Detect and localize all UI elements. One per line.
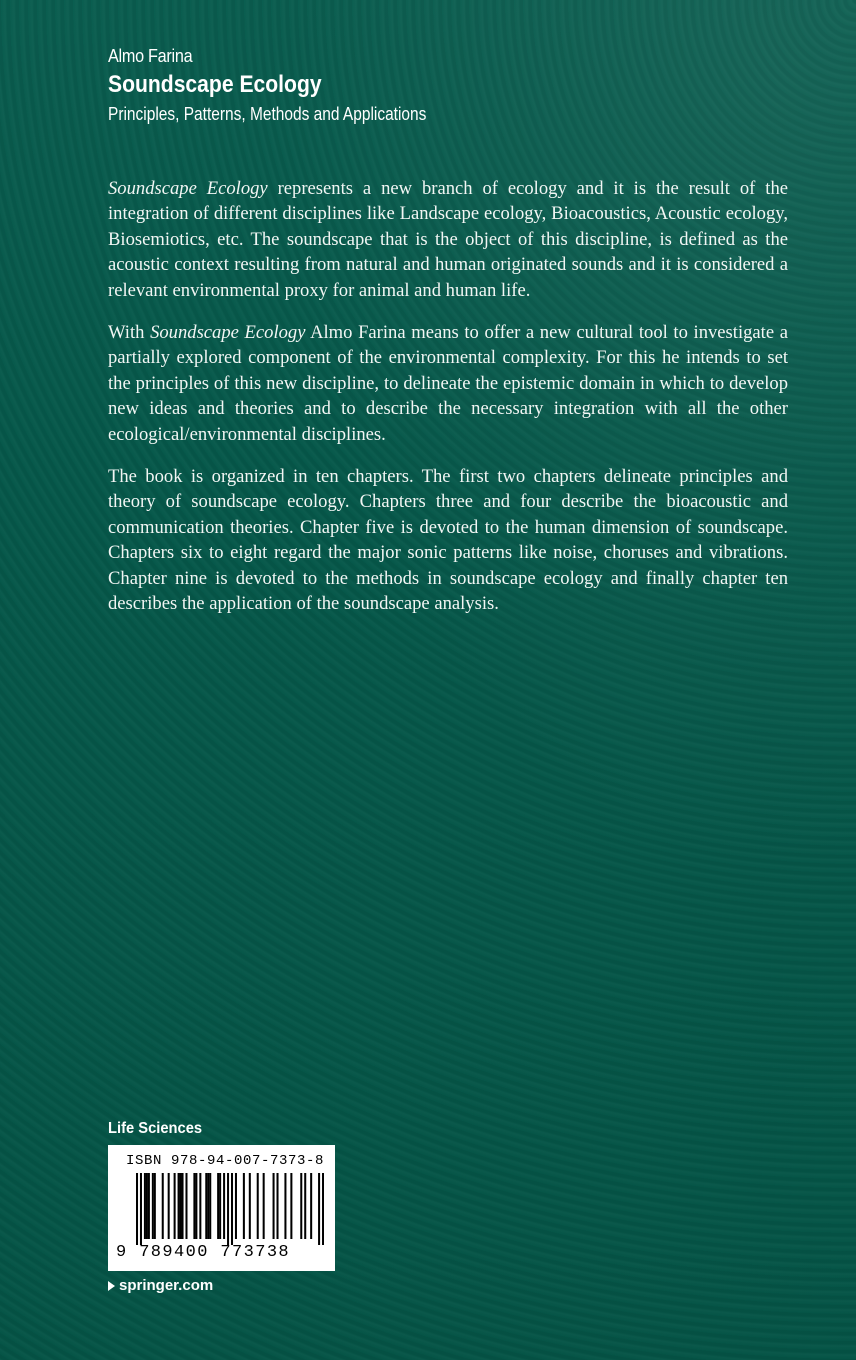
barcode-bar <box>231 1173 233 1245</box>
description <box>108 176 788 634</box>
barcode-bars <box>136 1173 324 1245</box>
barcode-bar <box>290 1173 292 1239</box>
barcode-bar <box>140 1173 142 1245</box>
paragraph-text: represents a new branch of ecology and it is the result of the integration of different disciplines like Landscape ecology, Bioacoustics, Acoustic ecology, Biosemiotics, etc. The soundscape that is the object of this discipline, is defined as the acoustic context resulting from natural and human originated sounds and it is considered a relevant environmental proxy for animal and human life. <box>108 178 789 301</box>
barcode-bar <box>300 1173 302 1239</box>
paragraph-text: Almo Farina means to offer a new cultural tool to investigate a partially explored component of the environmental complexity. For this he intends to set the principles of this new discipline, to delineate the epistemic domain in which to develop new ideas and theories and to describe the necessary integration with all the other ecological/environmental disciplines. <box>108 322 788 445</box>
barcode-digits: 9 789400 773738 <box>116 1243 291 1262</box>
barcode-bar <box>219 1173 221 1239</box>
barcode-bar <box>199 1173 201 1239</box>
triangle-right-icon <box>108 1281 115 1291</box>
barcode-bar <box>257 1173 259 1239</box>
description-paragraph-1 <box>108 176 788 303</box>
isbn-label: ISBN 978-94-007-7373-8 <box>126 1153 325 1169</box>
barcode-bar <box>235 1173 237 1239</box>
description-paragraph-2 <box>108 320 788 447</box>
barcode-bar <box>154 1173 156 1239</box>
barcode-bar <box>144 1173 146 1239</box>
header <box>108 44 748 126</box>
barcode-bar <box>148 1173 150 1239</box>
barcode-bar <box>162 1173 164 1239</box>
barcode-bar <box>243 1173 245 1239</box>
barcode-bar <box>193 1173 195 1239</box>
barcode-bar <box>249 1173 251 1239</box>
barcode-bar <box>304 1173 306 1239</box>
barcode-bar <box>277 1173 279 1239</box>
publisher-url: springer.com <box>119 1277 214 1294</box>
subject-category: Life Sciences <box>108 1120 203 1137</box>
description-paragraph-3: The book is organized in ten chapters. The first two chapters delineate principles and theory of soundscape ecology. Chapters three and four describe the bioacoustic and communication theories. Chapter five is devoted to the human dimension of soundscape. Chapters six to eight regard the major sonic patterns like noise, choruses and vibrations. Chapter nine is devoted to the methods in soundscape ecology and finally chapter ten describes the application of the soundscape analysis. <box>108 466 788 615</box>
barcode-bar <box>152 1173 154 1239</box>
barcode-bar <box>318 1173 320 1245</box>
barcode-bar <box>205 1173 207 1239</box>
isbn-barcode <box>108 1145 335 1271</box>
barcode-bar <box>263 1173 265 1239</box>
barcode-bar <box>182 1173 184 1239</box>
barcode-bar <box>185 1173 187 1239</box>
publisher-link[interactable] <box>108 1275 213 1297</box>
barcode-bar <box>180 1173 182 1239</box>
barcode-bar <box>310 1173 312 1239</box>
barcode-bar <box>146 1173 148 1239</box>
barcode-bar <box>227 1173 229 1245</box>
barcode-bar <box>168 1173 170 1239</box>
book-subtitle: Principles, Patterns, Methods and Applications <box>108 104 427 124</box>
barcode-bar <box>284 1173 286 1239</box>
barcode-bar <box>178 1173 180 1239</box>
barcode-bar <box>223 1173 225 1239</box>
book-title-italic: Soundscape Ecology <box>150 322 306 344</box>
barcode-bar <box>207 1173 209 1239</box>
barcode-bar <box>195 1173 197 1239</box>
barcode-bar <box>209 1173 211 1239</box>
barcode-bar <box>322 1173 324 1245</box>
barcode-bar <box>174 1173 176 1239</box>
barcode-bar <box>217 1173 219 1239</box>
book-title-italic: Soundscape Ecology <box>108 178 268 199</box>
author-name: Almo Farina <box>108 46 193 66</box>
barcode-bar <box>273 1173 275 1239</box>
paragraph-prefix: With <box>108 322 151 344</box>
barcode-bar <box>136 1173 138 1245</box>
book-title: Soundscape Ecology <box>108 71 322 98</box>
